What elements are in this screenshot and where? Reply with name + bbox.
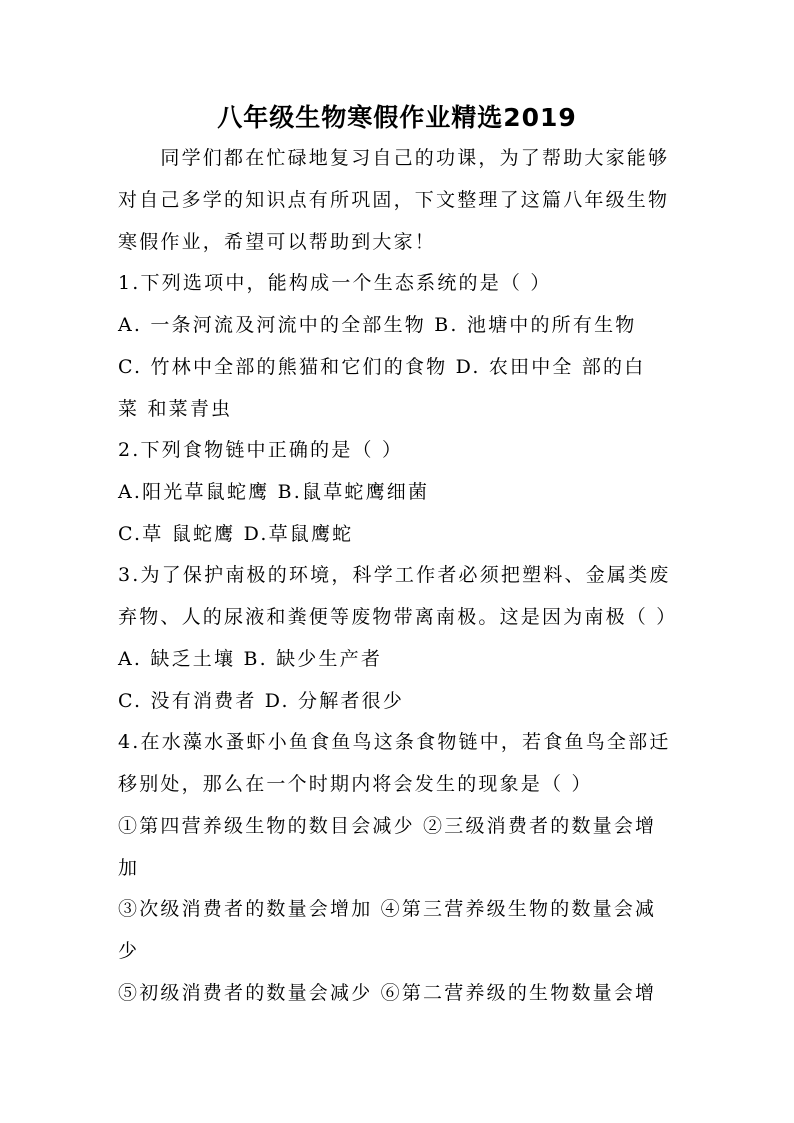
question-2-stem: 2.下列食物链中正确的是（ ） <box>118 439 404 461</box>
question-2-options-ab: A.阳光草鼠蛇鹰 B.鼠草蛇鹰细菌 <box>118 481 430 503</box>
question-4-items-5-6: ⑤初级消费者的数量会减少 ⑥第二营养级的生物数量会增 <box>118 982 657 1004</box>
intro-line-2: 对自己多学的知识点有所巩固，下文整理了这篇八年级生物 <box>118 189 670 211</box>
question-3-stem-2: 弃物、人的尿液和粪便等废物带离南极。这是因为南极（ ） <box>118 606 678 628</box>
question-1-options-ab: A. 一条河流及河流中的全部生物 B. 池塘中的所有生物 <box>118 314 637 336</box>
question-3-options-ab: A. 缺乏土壤 B. 缺少生产者 <box>118 648 383 670</box>
intro-line-3: 寒假作业，希望可以帮助到大家！ <box>118 231 437 253</box>
question-4-items-3-4: ③次级消费者的数量会增加 ④第三营养级生物的数量会减 <box>118 898 657 920</box>
question-2-options-cd: C.草 鼠蛇鹰 D.草鼠鹰蛇 <box>118 523 354 545</box>
question-1-options-cd: C. 竹林中全部的熊猫和它们的食物 D. 农田中全 部的白 <box>118 356 646 378</box>
document-title: 八年级生物寒假作业精选2019 <box>217 103 577 132</box>
question-3-stem-1: 3.为了保护南极的环境，科学工作者必须把塑料、金属类废 <box>118 564 671 586</box>
question-1-options-cd-cont: 菜 和菜青虫 <box>118 398 233 420</box>
question-3-options-cd: C. 没有消费者 D. 分解者很少 <box>118 690 405 712</box>
question-4-items-1-2-cont: 加 <box>118 857 140 879</box>
intro-line-1: 同学们都在忙碌地复习自己的功课，为了帮助大家能够 <box>118 147 670 169</box>
question-4-items-1-2: ①第四营养级生物的数目会减少 ②三级消费者的数量会增 <box>118 815 657 837</box>
question-4-stem-1: 4.在水藻水蚤虾小鱼食鱼鸟这条食物链中，若食鱼鸟全部迁 <box>118 731 671 753</box>
question-1-stem: 1.下列选项中，能构成一个生态系统的是（ ） <box>118 272 552 294</box>
question-4-items-3-4-cont: 少 <box>118 940 140 962</box>
question-4-stem-2: 移别处，那么在一个时期内将会发生的现象是（ ） <box>118 773 593 795</box>
